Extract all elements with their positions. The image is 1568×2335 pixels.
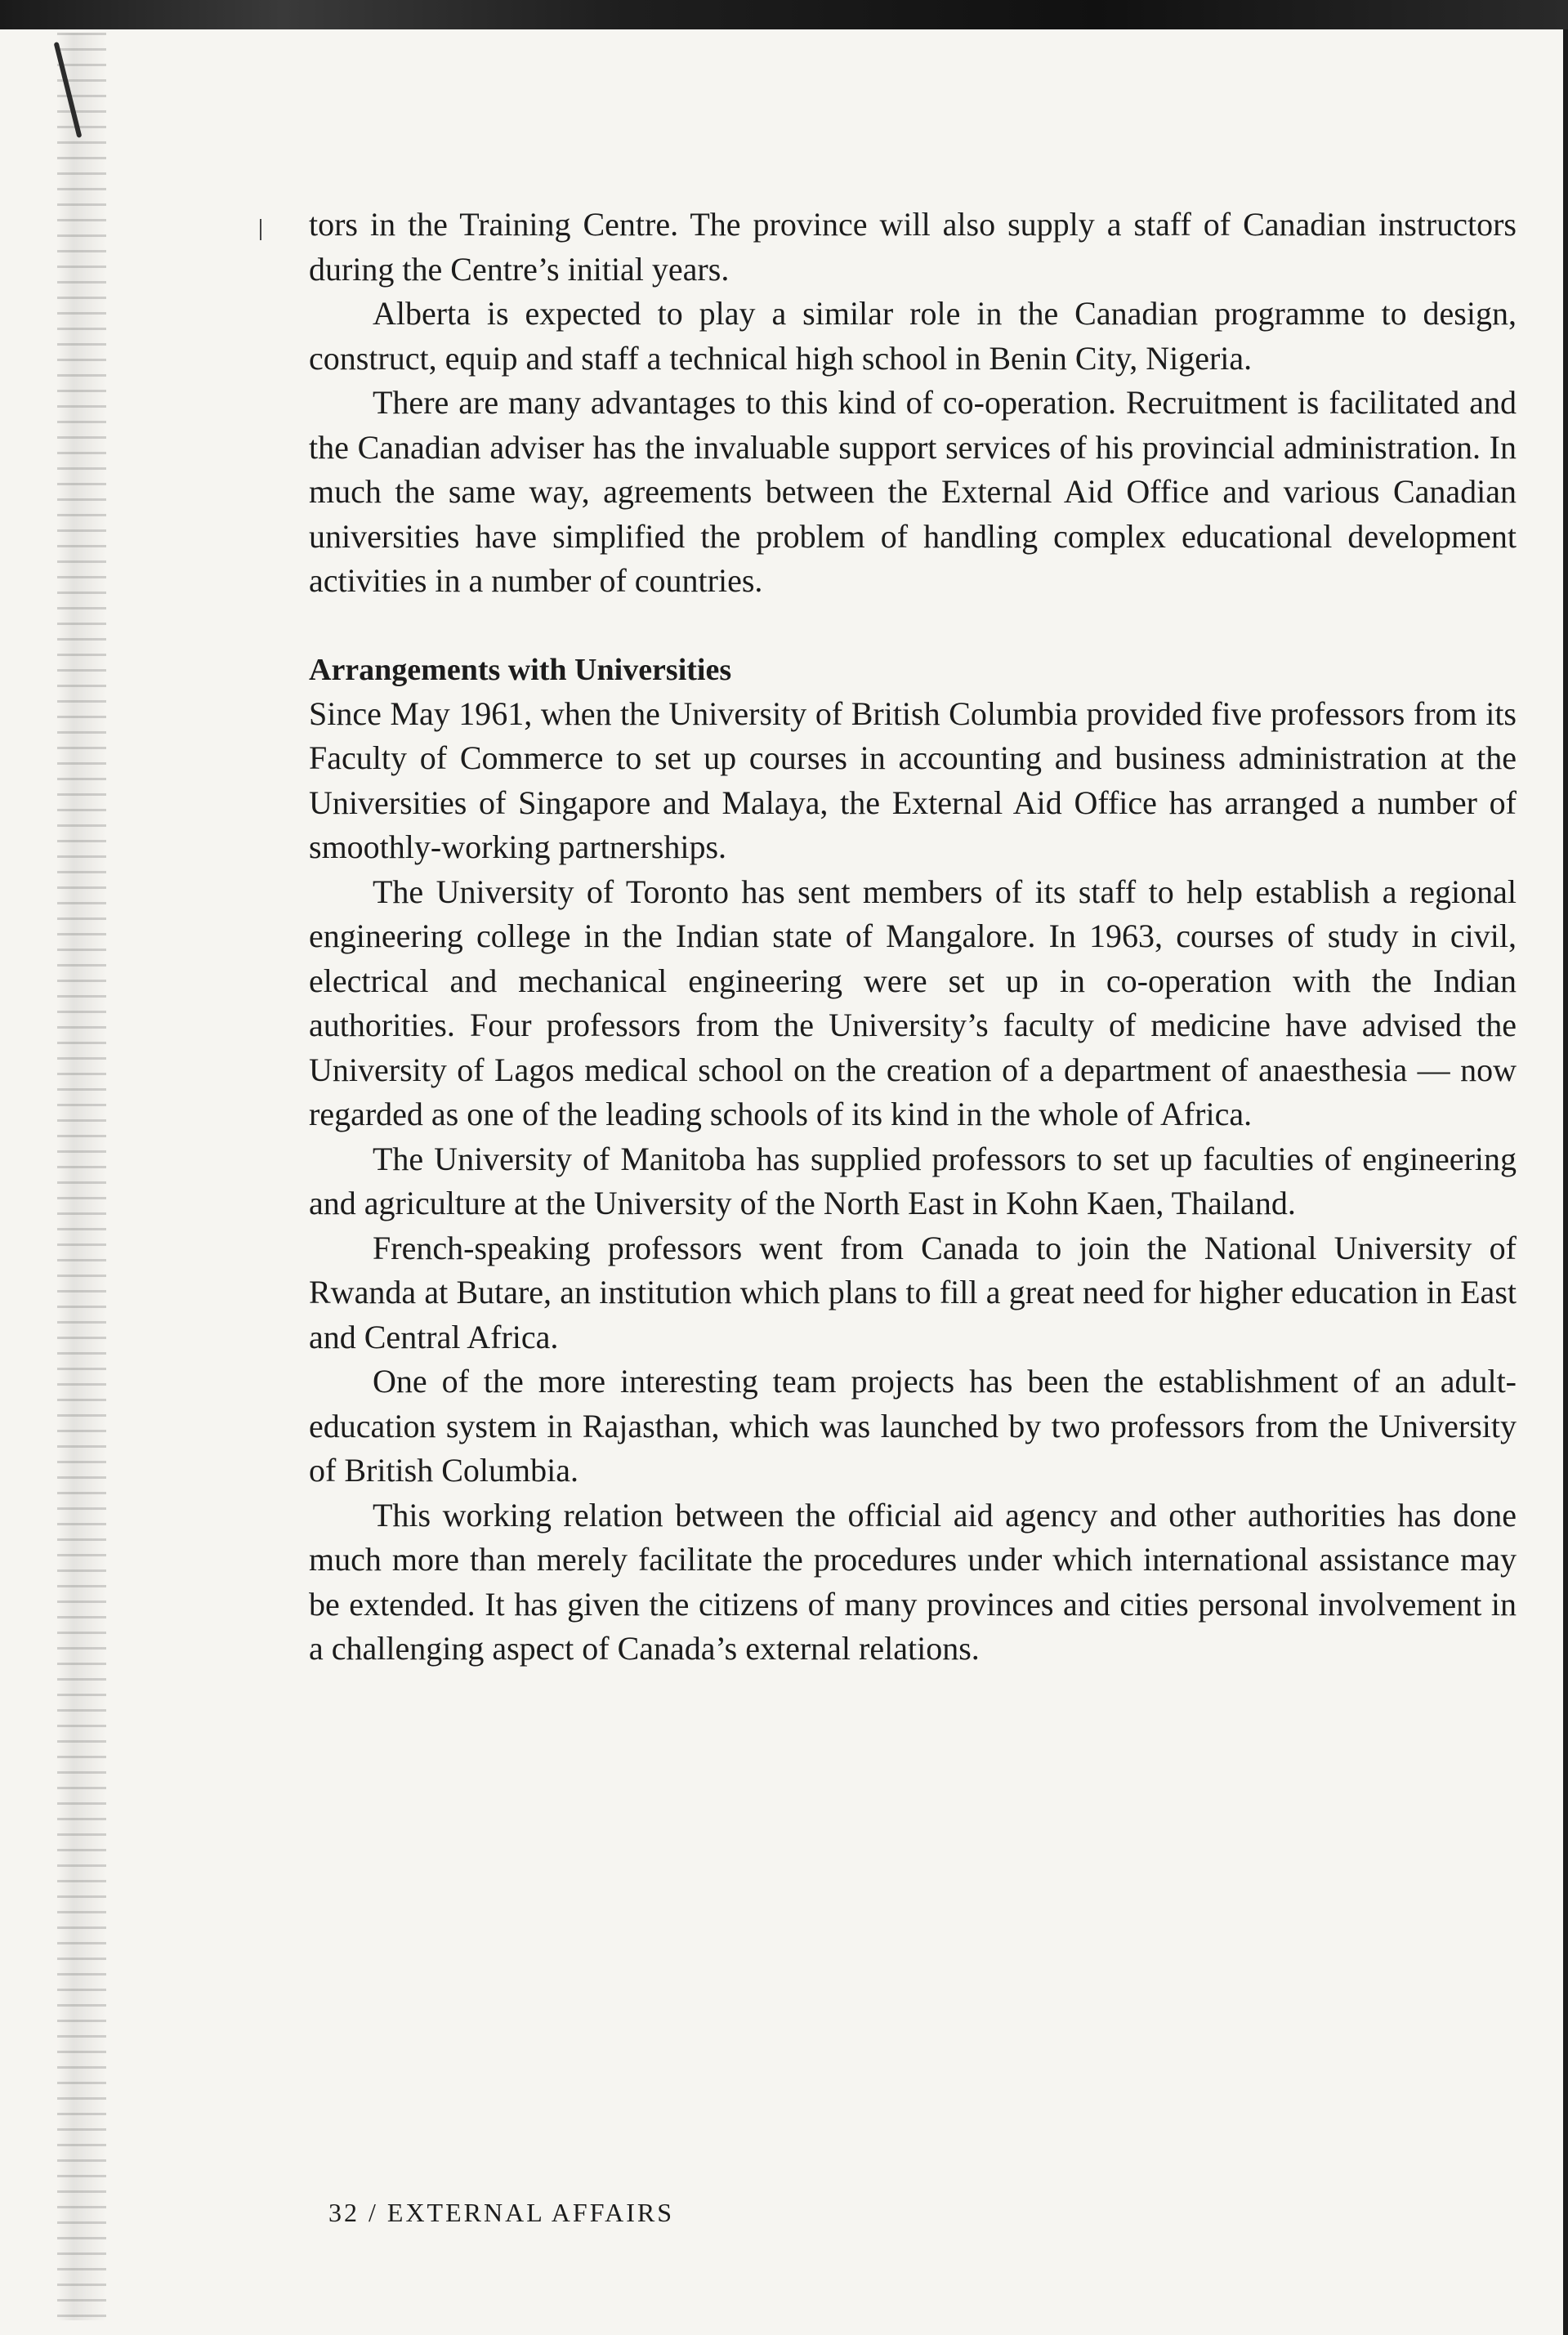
margin-tick-mark bbox=[260, 219, 261, 240]
scan-top-border bbox=[0, 0, 1568, 29]
paragraph-toronto: The University of Toronto has sent members of its staff to help establish a regional engineering college in the Indian state of Mangalore. In 1963, courses of study in civil, electrical and mechanical engineering were set up in co-operation with the Indian authorities. Four professors from the University’s faculty of medicine have advised the University of Lagos medical school on the creation of a department of anaesthesia — now regarded as one of the leading schools of its kind in the whole of Africa. bbox=[309, 873, 1517, 1132]
paragraph-working-relation: This working relation between the official aid agency and other authorities has done much more than merely facilitate the procedures under which international assistance may be extended. It has given the citizens of many provinces and cities personal involvement in a challenging aspect of Canada’s external relations. bbox=[309, 1496, 1517, 1667]
paragraph-since-may-1961: Since May 1961, when the University of British Columbia provided five professors from its Faculty of Commerce to set up courses in accounting and business administration at the Universities of Singapore and Malaya, the External Aid Office has arranged a number of smoothly-working partnerships. bbox=[309, 694, 1517, 865]
paragraph-continuation: tors in the Training Centre. The province will also supply a staff of Canadian instructors during the Centre’s initial years. bbox=[309, 206, 1517, 288]
paragraph-alberta: Alberta is expected to play a similar role in the Canadian programme to design, construct, equip and staff a technical high school in Benin City, Nigeria. bbox=[309, 295, 1517, 377]
paragraph-manitoba: The University of Manitoba has supplied professors to set up faculties of engineering and agriculture at the University of the North East in Kohn Kaen, Thailand. bbox=[309, 1140, 1517, 1221]
scan-right-edge bbox=[1563, 29, 1568, 2335]
scan-binding-shadow bbox=[57, 33, 106, 2320]
section-heading: Arrangements with Universities bbox=[309, 652, 732, 687]
paragraph-rajasthan: One of the more interesting team projects has been the establishment of an adult-education system in Rajasthan, which was launched by two professors from the University of British Columbia. bbox=[309, 1363, 1517, 1489]
page-footer: 32 / EXTERNAL AFFAIRS bbox=[328, 2198, 675, 2227]
paragraph-rwanda: French-speaking professors went from Canada to join the National University of Rwanda at Butare, an institution which plans to fill a great need for higher education in East and Central Africa. bbox=[309, 1229, 1517, 1355]
paragraph-advantages: There are many advantages to this kind of co-operation. Recruitment is facilitated and the Canadian adviser has the invaluable support services of his provincial administration. In much the same way, agreements between the External Aid Office and various Canadian universities have simplified the problem of handling complex educational development activities in a number of countries. bbox=[309, 384, 1517, 599]
page-body bbox=[309, 203, 1517, 1672]
